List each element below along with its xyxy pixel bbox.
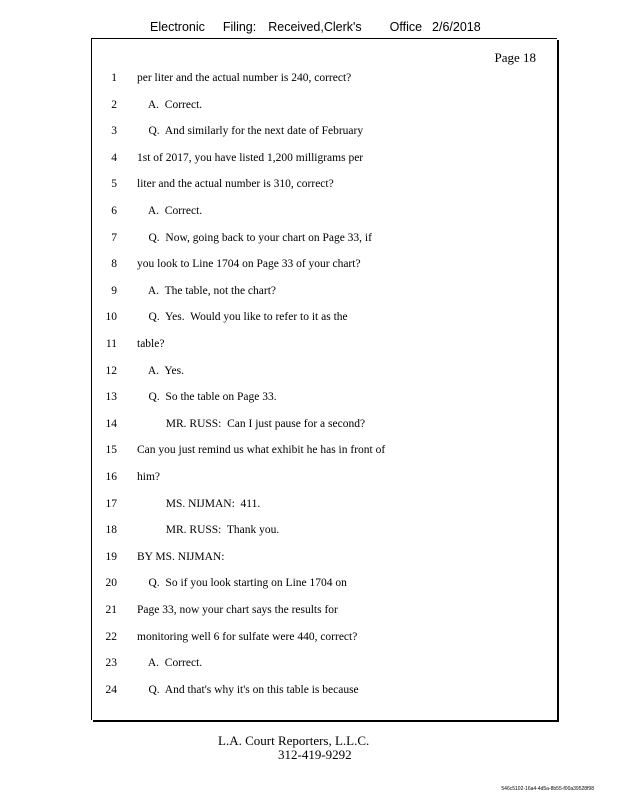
line-text: 1st of 2017, you have listed 1,200 milligrams per bbox=[137, 151, 364, 164]
line-number: 24 bbox=[105, 683, 117, 696]
court-reporter-firm: L.A. Court Reporters, L.L.C. bbox=[218, 733, 370, 748]
line-text: Q. So if you look starting on Line 1704 on bbox=[137, 577, 347, 590]
transcript-line bbox=[91, 71, 557, 98]
stamp-word-electronic: Electronic bbox=[150, 20, 205, 34]
line-number: 21 bbox=[105, 604, 117, 616]
transcript-line bbox=[91, 98, 557, 125]
line-number: 5 bbox=[111, 178, 117, 191]
line-text: you look to Line 1704 on Page 33 of your chart? bbox=[137, 258, 361, 271]
line-number: 9 bbox=[111, 284, 117, 297]
line-text: him? bbox=[137, 471, 160, 483]
line-text: Can you just remind us what exhibit he has in front of bbox=[137, 444, 386, 457]
line-number: 12 bbox=[105, 364, 117, 377]
line-text: MR. RUSS: Thank you. bbox=[137, 524, 280, 537]
stamp-date: 2/6/2018 bbox=[432, 20, 481, 34]
electronic-filing-stamp bbox=[150, 20, 481, 34]
stamp-word-office: Office bbox=[389, 20, 423, 34]
line-text: MR. RUSS: Can I just pause for a second? bbox=[137, 417, 366, 430]
line-text: Q. And that's why it's on this table is because bbox=[137, 683, 359, 696]
line-text: Q. Now, going back to your chart on Page 33, if bbox=[137, 231, 372, 244]
line-text: A. Correct. bbox=[137, 98, 203, 111]
line-text: per liter and the actual number is 240, correct? bbox=[137, 72, 352, 84]
transcript-line bbox=[91, 177, 557, 204]
transcript-line bbox=[91, 576, 557, 603]
line-number: 14 bbox=[105, 417, 117, 430]
transcript-line bbox=[91, 257, 557, 284]
line-number: 20 bbox=[105, 577, 117, 590]
line-text: MS. NIJMAN: 411. bbox=[137, 497, 261, 510]
transcript-line bbox=[91, 683, 557, 710]
transcript-line bbox=[91, 364, 557, 391]
line-text: A. The table, not the chart? bbox=[137, 284, 277, 297]
line-number: 4 bbox=[111, 151, 117, 164]
line-text: table? bbox=[137, 338, 165, 350]
line-text: A. Yes. bbox=[137, 364, 184, 377]
document-id: 546c5102-16a4-4d5a-8b55-f00a39528f98 bbox=[501, 786, 594, 792]
line-number: 19 bbox=[105, 550, 117, 563]
transcript-line bbox=[91, 204, 557, 231]
line-text: BY MS. NIJMAN: bbox=[137, 550, 225, 563]
stamp-word-received: Received,Clerk's bbox=[268, 20, 362, 34]
transcript-line bbox=[91, 337, 557, 364]
line-number: 3 bbox=[111, 125, 117, 138]
transcript-line bbox=[91, 443, 557, 470]
line-number: 8 bbox=[111, 258, 117, 271]
transcript-line bbox=[91, 603, 557, 630]
transcript-line bbox=[91, 470, 557, 497]
line-number: 11 bbox=[105, 338, 117, 350]
transcript-line bbox=[91, 523, 557, 550]
court-reporter-phone: 312-419-9292 bbox=[278, 747, 352, 762]
transcript-line bbox=[91, 417, 557, 444]
line-number: 13 bbox=[105, 391, 117, 404]
line-number: 16 bbox=[105, 471, 117, 483]
transcript-line bbox=[91, 497, 557, 524]
line-number: 2 bbox=[111, 98, 117, 111]
line-number: 6 bbox=[111, 205, 117, 217]
transcript-line bbox=[91, 284, 557, 311]
line-number: 18 bbox=[105, 524, 117, 537]
line-number: 23 bbox=[105, 657, 117, 670]
line-text: Page 33, now your chart says the results for bbox=[137, 604, 338, 616]
page-number: Page 18 bbox=[494, 50, 536, 65]
line-number: 15 bbox=[105, 444, 117, 457]
transcript-line bbox=[91, 630, 557, 657]
line-text: Q. Yes. Would you like to refer to it as the bbox=[137, 311, 348, 324]
line-text: monitoring well 6 for sulfate were 440, correct? bbox=[137, 630, 358, 643]
line-text: A. Correct. bbox=[137, 205, 203, 217]
transcript-line bbox=[91, 231, 557, 258]
line-number: 1 bbox=[111, 72, 117, 84]
line-number: 7 bbox=[111, 231, 117, 244]
transcript-line bbox=[91, 550, 557, 577]
line-text: liter and the actual number is 310, correct? bbox=[137, 178, 334, 191]
line-number: 10 bbox=[105, 311, 117, 324]
line-text: A. Correct. bbox=[137, 657, 203, 670]
stamp-word-filing: Filing: bbox=[222, 20, 257, 34]
transcript-line bbox=[91, 310, 557, 337]
line-number: 17 bbox=[105, 497, 117, 510]
transcript-line bbox=[91, 151, 557, 178]
transcript-line bbox=[91, 656, 557, 683]
line-text: Q. So the table on Page 33. bbox=[137, 391, 277, 404]
transcript-line bbox=[91, 124, 557, 151]
line-number: 22 bbox=[105, 630, 117, 643]
transcript-line bbox=[91, 390, 557, 417]
line-text: Q. And similarly for the next date of February bbox=[137, 125, 364, 138]
